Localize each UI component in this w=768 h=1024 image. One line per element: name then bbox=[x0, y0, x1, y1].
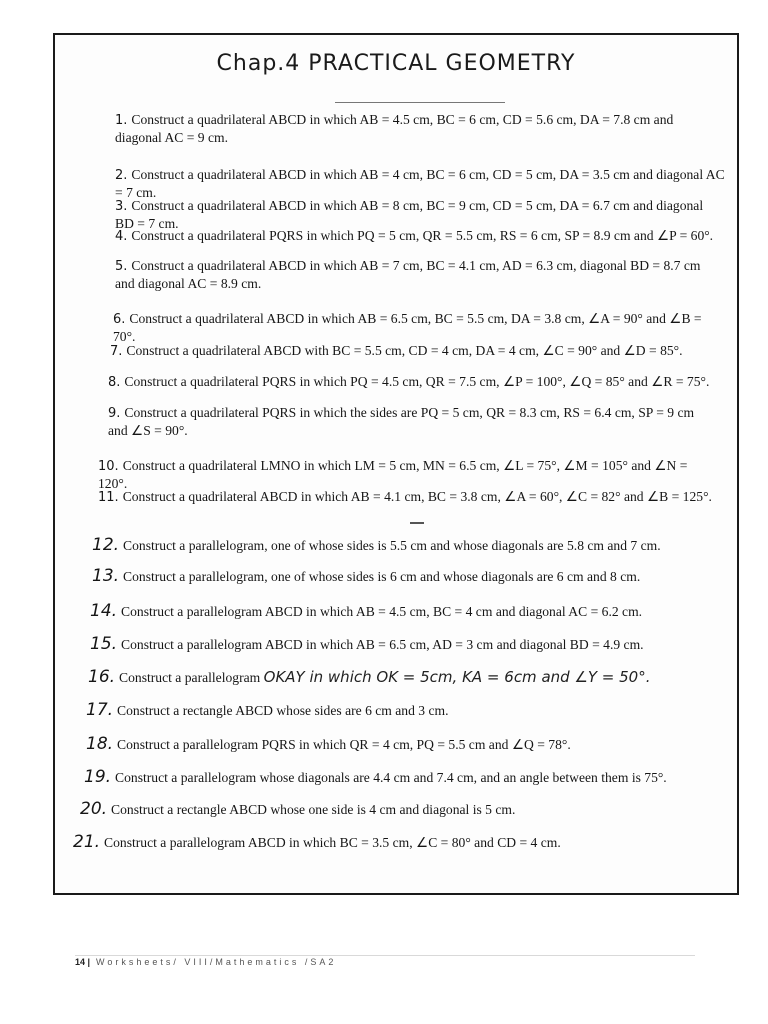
question-number: 11. bbox=[98, 490, 119, 505]
handwritten-addition: OKAY in which OK = 5cm, KA = 6cm and ∠Y = 50°. bbox=[263, 668, 651, 686]
question-number: 19. bbox=[84, 767, 112, 787]
question-number: 13. bbox=[92, 566, 120, 586]
question-7 bbox=[110, 342, 720, 360]
question-12 bbox=[92, 537, 712, 554]
question-text: Construct a parallelogram whose diagonals are 4.4 cm and 7.4 cm, and an angle between them is 75°. bbox=[115, 770, 667, 785]
question-16 bbox=[88, 669, 718, 686]
question-text: Construct a parallelogram bbox=[119, 670, 261, 685]
question-15 bbox=[90, 636, 710, 653]
question-text: Construct a parallelogram ABCD in which BC = 3.5 cm, ∠C = 80° and CD = 4 cm. bbox=[104, 835, 561, 850]
question-number: 7. bbox=[110, 344, 123, 359]
question-text: Construct a quadrilateral PQRS in which the sides are PQ = 5 cm, QR = 8.3 cm, RS = 6.4 cm, SP = 9 cm and ∠S = 90°. bbox=[108, 405, 695, 438]
question-1 bbox=[115, 111, 715, 146]
question-text: Construct a parallelogram, one of whose sides is 6 cm and whose diagonals are 6 cm and 8 cm. bbox=[123, 569, 641, 584]
question-text: Construct a parallelogram, one of whose sides is 5.5 cm and whose diagonals are 5.8 cm and 7 cm. bbox=[123, 538, 661, 553]
question-text: Construct a parallelogram ABCD in which AB = 4.5 cm, BC = 4 cm and diagonal AC = 6.2 cm. bbox=[121, 604, 643, 619]
worksheet-frame bbox=[53, 33, 739, 895]
question-number: 8. bbox=[108, 375, 121, 390]
question-text: Construct a quadrilateral ABCD in which AB = 6.5 cm, BC = 5.5 cm, DA = 3.8 cm, ∠A = 90° and ∠B = 70°. bbox=[113, 311, 702, 344]
question-text: Construct a parallelogram ABCD in which AB = 6.5 cm, AD = 3 cm and diagonal BD = 4.9 cm. bbox=[121, 637, 644, 652]
question-text: Construct a quadrilateral ABCD in which AB = 4.5 cm, BC = 6 cm, CD = 5.6 cm, DA = 7.8 cm and diagonal AC = 9 cm. bbox=[115, 112, 674, 145]
question-text: Construct a quadrilateral ABCD in which AB = 8 cm, BC = 9 cm, CD = 5 cm, DA = 6.7 cm and diagonal BD = 7 cm. bbox=[115, 198, 704, 231]
question-18 bbox=[86, 736, 706, 753]
question-10 bbox=[98, 457, 718, 492]
question-11 bbox=[98, 488, 723, 506]
question-text: Construct a quadrilateral ABCD with BC = 5.5 cm, CD = 4 cm, DA = 4 cm, ∠C = 90° and ∠D = 85°. bbox=[126, 343, 683, 358]
question-text: Construct a quadrilateral ABCD in which AB = 4 cm, BC = 6 cm, CD = 5 cm, DA = 3.5 cm and diagonal AC = 7 cm. bbox=[115, 167, 725, 200]
question-text: Construct a quadrilateral PQRS in which PQ = 5 cm, QR = 5.5 cm, RS = 6 cm, SP = 8.9 cm and ∠P = 60°. bbox=[131, 228, 714, 243]
question-number: 10. bbox=[98, 459, 119, 474]
question-number: 18. bbox=[86, 734, 114, 754]
question-number: 9. bbox=[108, 406, 121, 421]
section-divider bbox=[410, 522, 424, 524]
page-footer bbox=[75, 957, 695, 967]
question-9 bbox=[108, 404, 708, 439]
question-20 bbox=[80, 801, 700, 818]
question-number: 17. bbox=[86, 700, 114, 720]
page-title: Chap.4 PRACTICAL GEOMETRY bbox=[216, 51, 576, 76]
question-text: Construct a rectangle ABCD whose one side is 4 cm and diagonal is 5 cm. bbox=[111, 802, 516, 817]
footer-text: Worksheets/ VIII/Mathematics /SA2 bbox=[96, 957, 337, 967]
question-text: Construct a quadrilateral LMNO in which LM = 5 cm, MN = 6.5 cm, ∠L = 75°, ∠M = 105° and ∠N = 120°. bbox=[98, 458, 688, 491]
question-21 bbox=[73, 834, 693, 851]
question-number: 14. bbox=[90, 601, 118, 621]
question-5 bbox=[115, 257, 715, 292]
question-2 bbox=[115, 166, 725, 201]
question-text: Construct a parallelogram PQRS in which QR = 4 cm, PQ = 5.5 cm and ∠Q = 78°. bbox=[117, 737, 571, 752]
question-number: 4. bbox=[115, 229, 128, 244]
question-13 bbox=[92, 568, 712, 585]
question-text: Construct a rectangle ABCD whose sides are 6 cm and 3 cm. bbox=[117, 703, 449, 718]
question-number: 15. bbox=[90, 634, 118, 654]
question-text: Construct a quadrilateral ABCD in which AB = 7 cm, BC = 4.1 cm, AD = 6.3 cm, diagonal BD = 8.7 cm and diagonal AC = 8.9 cm. bbox=[115, 258, 701, 291]
question-text: Construct a quadrilateral ABCD in which AB = 4.1 cm, BC = 3.8 cm, ∠A = 60°, ∠C = 82° and ∠B = 125°. bbox=[122, 489, 712, 504]
question-text: Construct a quadrilateral PQRS in which PQ = 4.5 cm, QR = 7.5 cm, ∠P = 100°, ∠Q = 85° and ∠R = 75°. bbox=[124, 374, 710, 389]
question-17 bbox=[86, 702, 706, 719]
question-number: 3. bbox=[115, 199, 128, 214]
question-number: 20. bbox=[80, 799, 108, 819]
question-number: 12. bbox=[92, 535, 120, 555]
footer-rule bbox=[75, 955, 695, 956]
question-number: 6. bbox=[113, 312, 126, 327]
question-number: 21. bbox=[73, 832, 101, 852]
question-number: 2. bbox=[115, 168, 128, 183]
page-number: 14 | bbox=[75, 957, 91, 967]
question-14 bbox=[90, 603, 710, 620]
question-number: 5. bbox=[115, 259, 128, 274]
question-8 bbox=[108, 373, 723, 391]
title-underline bbox=[335, 102, 505, 103]
question-4 bbox=[115, 227, 725, 245]
question-19 bbox=[84, 769, 714, 786]
question-6 bbox=[113, 310, 723, 345]
question-number: 1. bbox=[115, 113, 128, 128]
question-number: 16. bbox=[88, 667, 116, 687]
